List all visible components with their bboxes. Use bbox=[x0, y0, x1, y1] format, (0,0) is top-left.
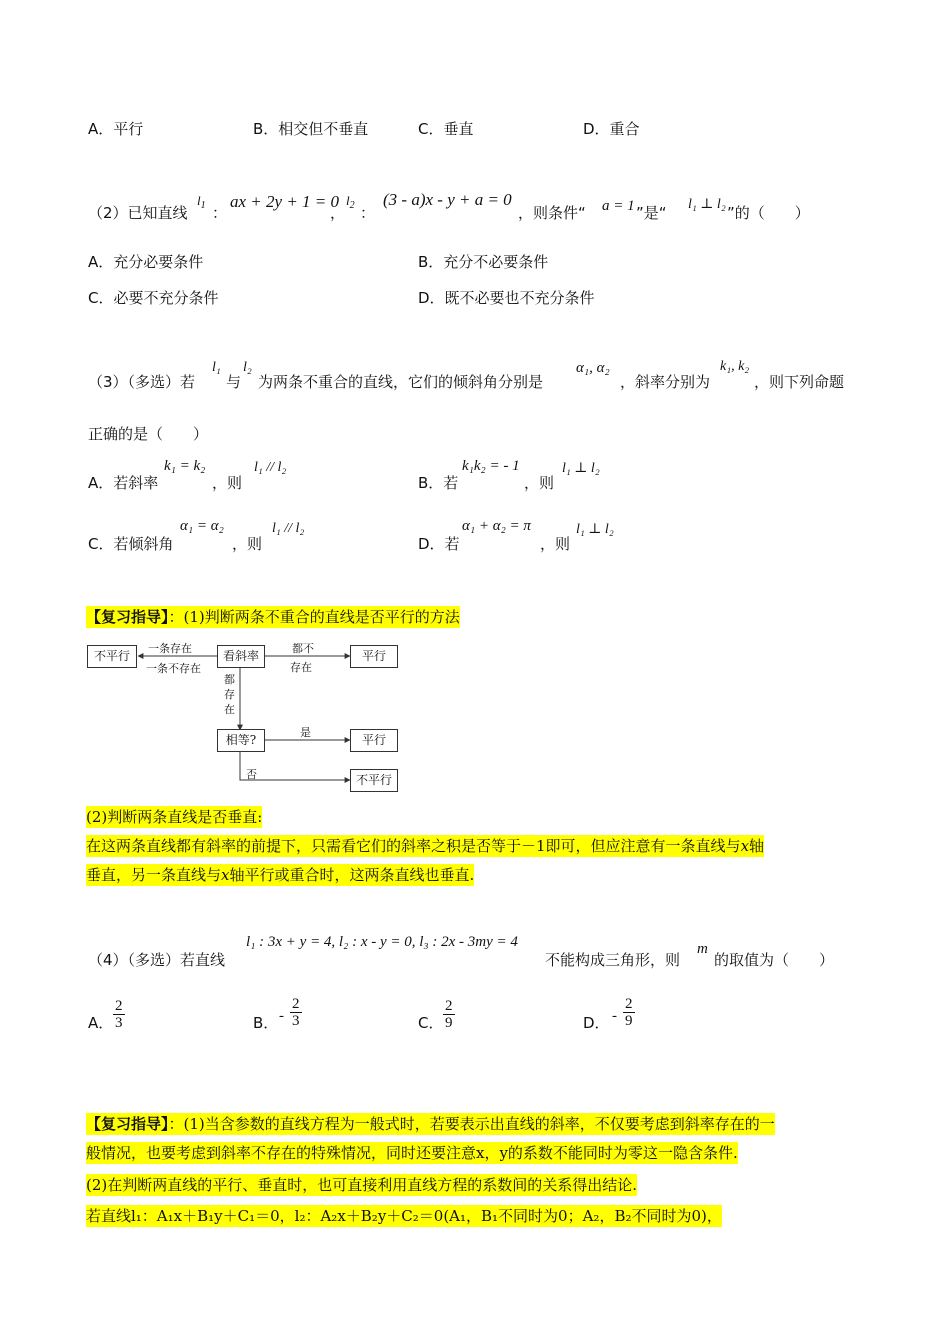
guide2-line3: (2)在判断两直线的平行、垂直时，也可直接利用直线方程的系数间的关系得出结论. bbox=[86, 1176, 638, 1194]
q2-perp: l₁ ⊥ l₂ bbox=[688, 197, 726, 212]
q2-option-b: B．充分不必要条件 bbox=[418, 253, 549, 271]
flow-label-yes: 是 bbox=[300, 726, 311, 739]
flow-label-both-not: 都不 bbox=[292, 642, 314, 655]
q3-option-a-result: l₁ // l₂ bbox=[254, 460, 287, 475]
q3-prefix: （3）（多选）若 bbox=[88, 373, 196, 391]
flow-label-no: 否 bbox=[246, 768, 257, 781]
q1-option-a: A．平行 bbox=[88, 120, 144, 138]
q1-option-b: B．相交但不垂直 bbox=[253, 120, 369, 138]
flow-box-parallel-1: 平行 bbox=[350, 645, 398, 668]
q2-mid2: ”是“ bbox=[636, 204, 667, 222]
guide1-text: (1)判断两条不重合的直线是否平行的方法 bbox=[183, 608, 460, 626]
q4-option-b-fraction: $\frac{2}{3}$ bbox=[292, 996, 300, 1029]
q3-option-d-math: α₁ + α₂ = π bbox=[462, 518, 531, 534]
q4-option-c-fraction: $\frac{2}{9}$ bbox=[445, 998, 453, 1031]
q2-option-a: A．充分必要条件 bbox=[88, 253, 204, 271]
guide1-p2-line1: 在这两条直线都有斜率的前提下，只需看它们的斜率之积是否等于－1即可，但应注意有一条直线与x轴 bbox=[86, 837, 765, 855]
q2-colon2: ： bbox=[360, 204, 376, 222]
q4-option-b-label: B． bbox=[253, 1014, 279, 1032]
q3-option-a-pre: A．若斜率 bbox=[88, 474, 159, 492]
guide2-line4: 若直线l₁：A₁x＋B₁y＋C₁＝0，l₂：A₂x＋B₂y＋C₂＝0(A₁，B₁不同时为0；A₂，B₂不同时为0)， bbox=[86, 1207, 722, 1225]
q4-prefix: （4）（多选）若直线 bbox=[88, 951, 226, 969]
q2-option-c: C．必要不充分条件 bbox=[88, 289, 219, 307]
q4-option-b-sign: - bbox=[279, 1008, 284, 1024]
flow-box-not-parallel-1: 不平行 bbox=[87, 645, 137, 668]
q3-option-c-result: l₁ // l₂ bbox=[272, 521, 305, 536]
q3-option-b-mid: ，则 bbox=[524, 474, 555, 492]
q4-suffix: 的取值为（ ） bbox=[714, 951, 835, 969]
q2-eq2: (3 - a)x - y + a = 0 bbox=[383, 190, 512, 209]
guide1-p2-title: (2)判断两条直线是否垂直: bbox=[86, 808, 263, 826]
q3-option-b-math: k₁k₂ = - 1 bbox=[462, 458, 520, 474]
flow-label-one-not-exists: 一条不存在 bbox=[146, 662, 201, 675]
q2-colon1: ： bbox=[212, 204, 228, 222]
q3-angles: α₁, α₂ bbox=[576, 360, 610, 376]
q3-l2: l₂ bbox=[243, 360, 252, 375]
flow-box-check-slope: 看斜率 bbox=[217, 645, 265, 668]
q3-l1: l₁ bbox=[212, 360, 221, 375]
guide1-title: 【复习指导】 bbox=[86, 608, 169, 626]
q3-line2: 正确的是（ ） bbox=[88, 425, 209, 443]
flow-label-both-exist: 都存在 bbox=[224, 673, 235, 716]
q2-l1-label: $l_1$ bbox=[197, 193, 206, 211]
flow-label-one-exists: 一条存在 bbox=[148, 642, 192, 655]
q3-mid2: ，斜率分别为 bbox=[620, 373, 711, 391]
guide1-p2-line2: 垂直，另一条直线与x轴平行或重合时，这两条直线也垂直. bbox=[86, 866, 475, 884]
q4-mid: 不能构成三角形，则 bbox=[545, 951, 681, 969]
guide2-line1: 【复习指导】：(1)当含参数的直线方程为一般式时，若要表示出直线的斜率，不仅要考虑到斜率存在的一 bbox=[86, 1115, 775, 1133]
q3-option-b-result: l₁ ⊥ l₂ bbox=[562, 461, 600, 476]
q4-option-a-label: A． bbox=[88, 1014, 114, 1032]
q2-l2-label: $l_2$ bbox=[346, 193, 355, 211]
q3-suffix: ，则下列命题 bbox=[754, 373, 845, 391]
q3-yu: 与 bbox=[226, 373, 242, 391]
q3-option-a-math: k₁ = k₂ bbox=[164, 458, 206, 474]
q1-option-c: C．垂直 bbox=[418, 120, 474, 138]
guide1-heading: 【复习指导】：(1)判断两条不重合的直线是否平行的方法 bbox=[86, 608, 460, 626]
guide2-line2: 般情况，也要考虑到斜率不存在的特殊情况，同时还要注意x，y的系数不能同时为零这一隐含条件. bbox=[86, 1144, 738, 1162]
q4-option-c-label: C． bbox=[418, 1014, 444, 1032]
q3-mid: 为两条不重合的直线，它们的倾斜角分别是 bbox=[258, 373, 544, 391]
q2-comma1: ， bbox=[330, 204, 346, 222]
q2-condition: a = 1 bbox=[602, 198, 635, 214]
q3-option-c-math: α₁ = α₂ bbox=[180, 518, 224, 534]
q3-option-a-mid: ，则 bbox=[212, 474, 243, 492]
q4-m: m bbox=[697, 941, 708, 957]
q2-prefix: （2）已知直线 bbox=[88, 204, 188, 222]
q3-option-b-pre: B．若 bbox=[418, 474, 459, 492]
q2-eq1: ax + 2y + 1 = 0 bbox=[230, 192, 340, 211]
q2-mid: ，则条件“ bbox=[518, 204, 586, 222]
q3-option-d-mid: ，则 bbox=[540, 535, 571, 553]
q3-option-c-pre: C．若倾斜角 bbox=[88, 535, 174, 553]
q3-slopes: k₁, k₂ bbox=[720, 359, 750, 374]
q3-option-d-result: l₁ ⊥ l₂ bbox=[576, 522, 614, 537]
q2-suffix: ”的（ ） bbox=[727, 204, 810, 222]
q1-option-d: D．重合 bbox=[583, 120, 640, 138]
q4-option-d-fraction: $\frac{2}{9}$ bbox=[625, 996, 633, 1029]
q3-option-c-mid: ，则 bbox=[232, 535, 263, 553]
guide2-title: 【复习指导】 bbox=[86, 1115, 169, 1133]
flow-box-not-parallel-2: 不平行 bbox=[350, 769, 398, 792]
q4-option-d-label: D． bbox=[583, 1014, 610, 1032]
flow-label-exist: 存在 bbox=[290, 661, 312, 674]
q3-option-d-pre: D．若 bbox=[418, 535, 460, 553]
q2-option-d: D．既不必要也不充分条件 bbox=[418, 289, 595, 307]
q4-equations: l₁ : 3x + y = 4, l₂ : x - y = 0, l₃ : 2x - 3my = 4 bbox=[246, 934, 518, 950]
q4-option-d-sign: - bbox=[612, 1008, 617, 1024]
q4-option-a-fraction: $\frac{2}{3}$ bbox=[115, 998, 123, 1031]
flow-box-parallel-2: 平行 bbox=[350, 729, 398, 752]
flow-box-equal: 相等? bbox=[217, 729, 265, 752]
